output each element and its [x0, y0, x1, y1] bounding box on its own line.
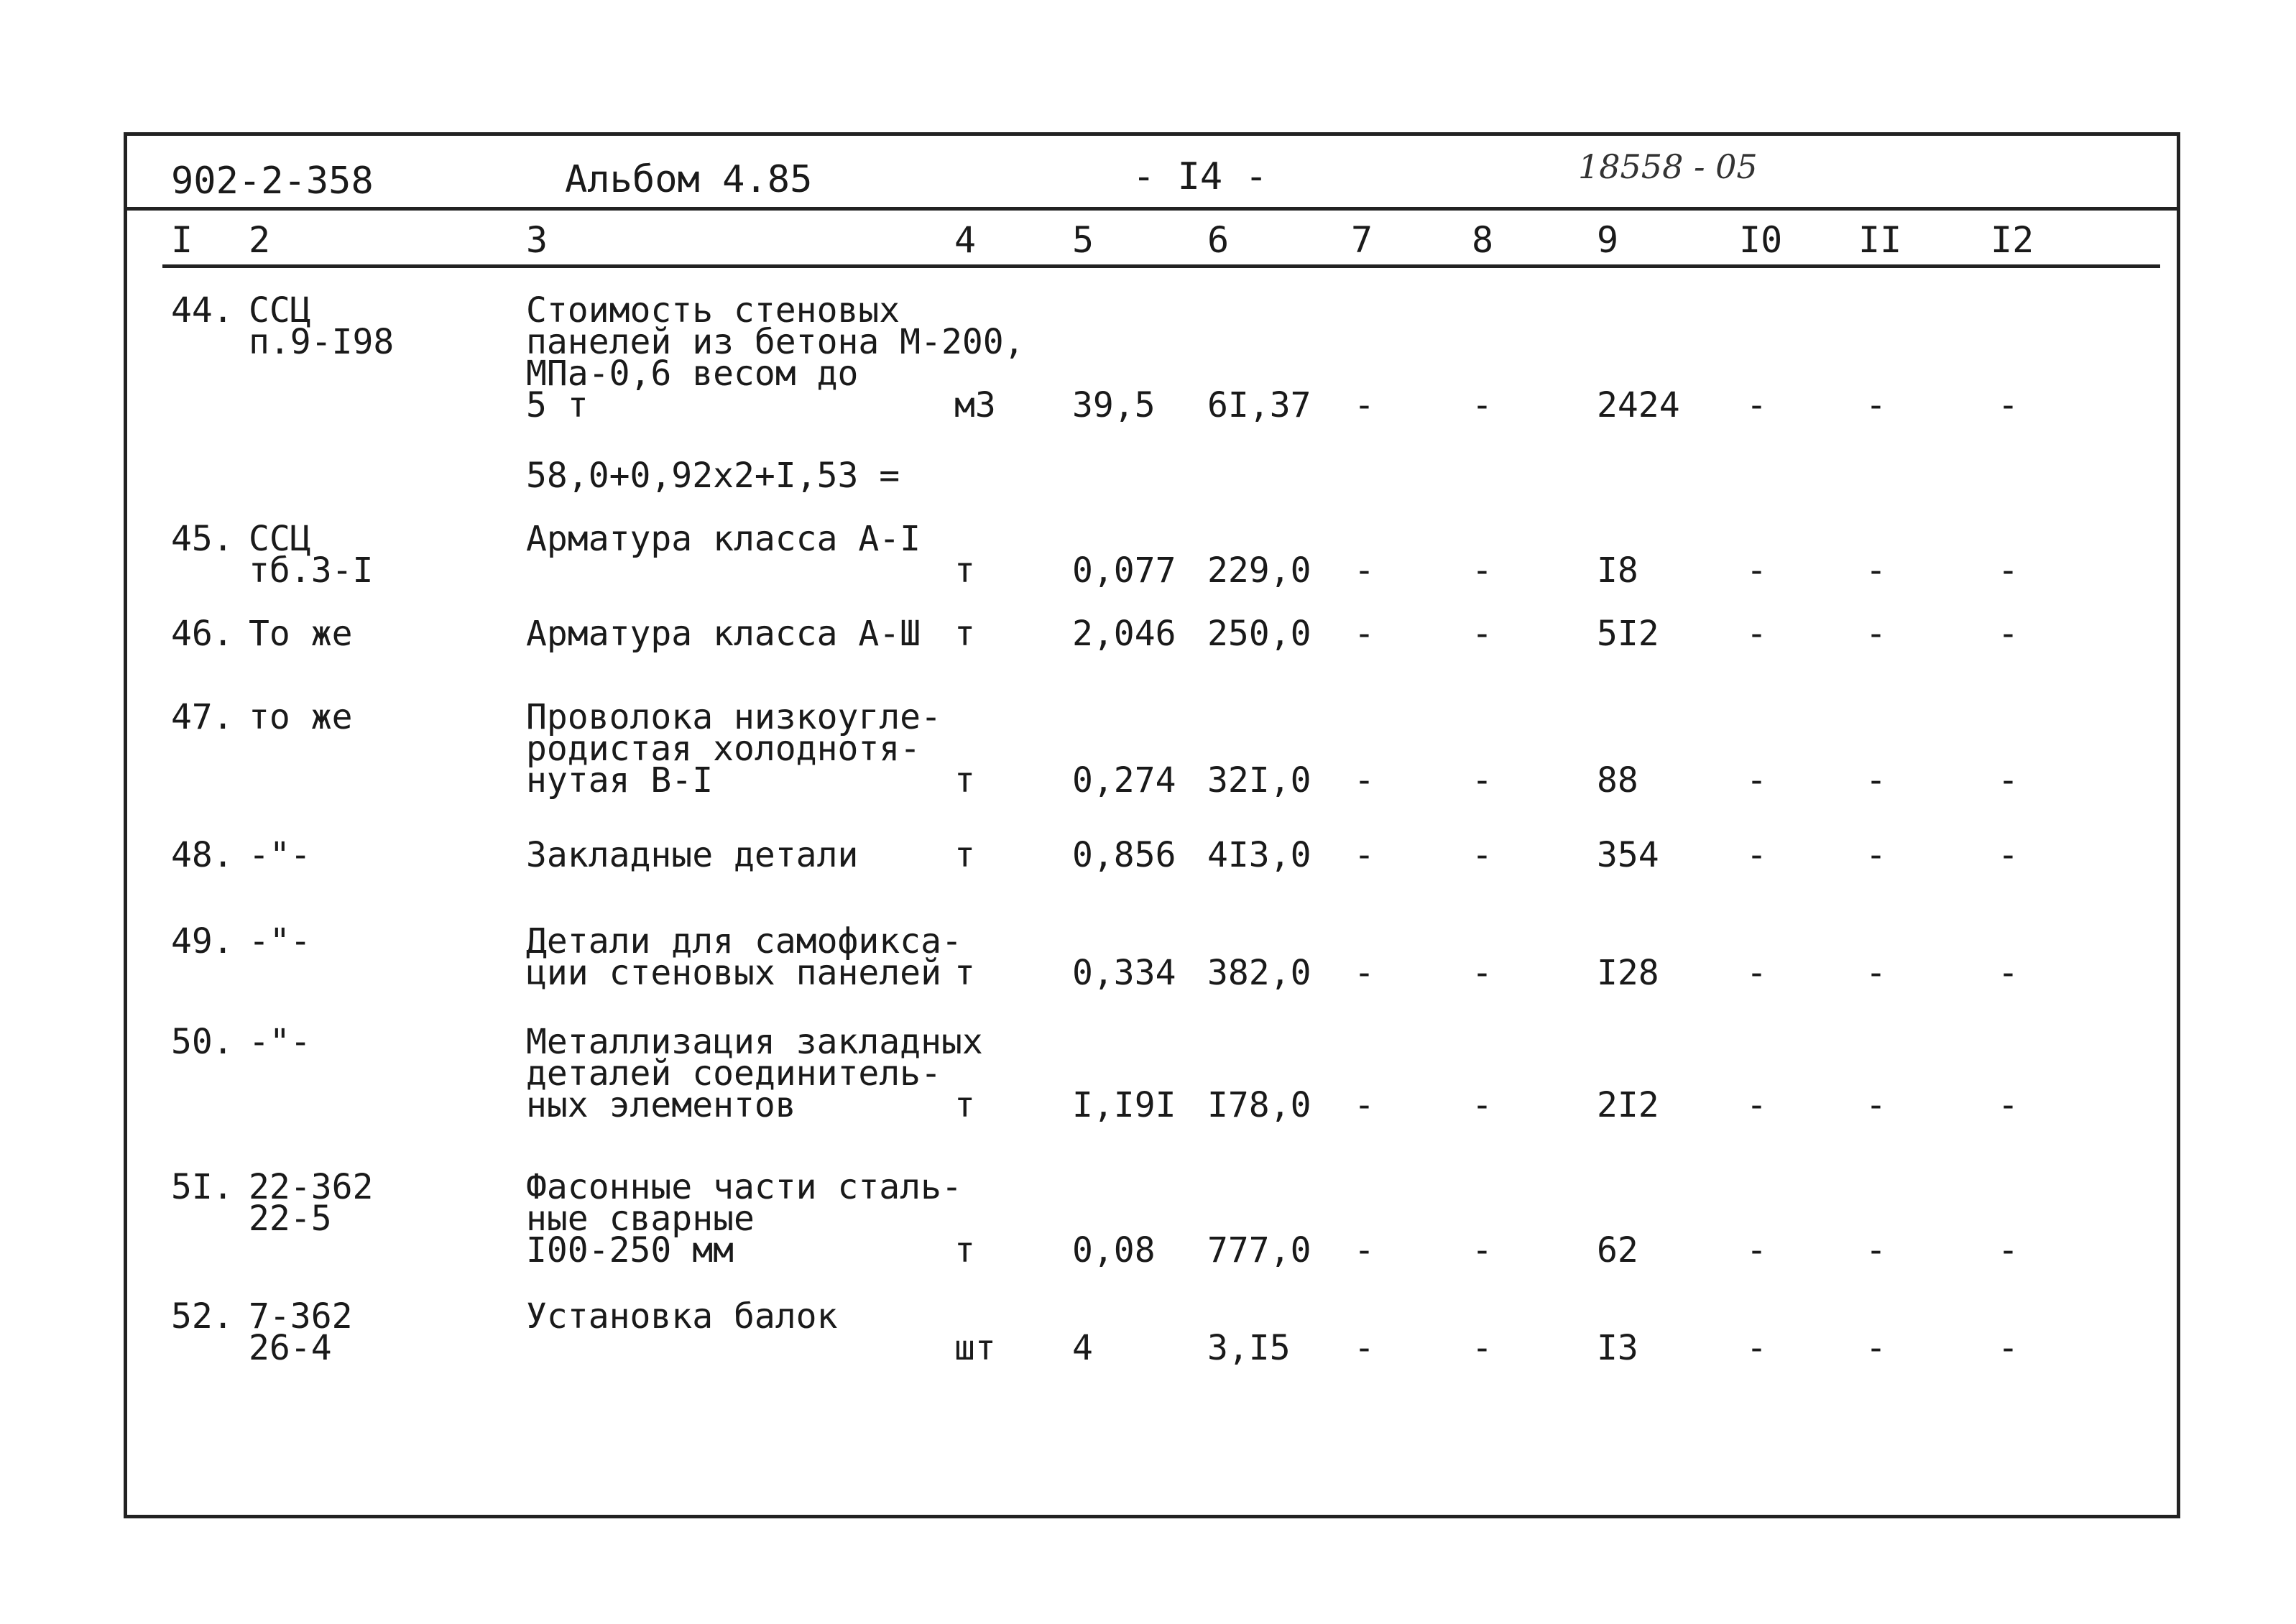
row-col10-dash: -	[1746, 953, 1767, 993]
row-col12-dash: -	[1998, 760, 2019, 801]
row-description: деталей соединитель-	[526, 1053, 941, 1094]
row-number: 45.	[171, 519, 234, 559]
row-reference: 22-362	[249, 1167, 374, 1207]
row-description: Арматура класса А-Ш	[526, 614, 921, 654]
row-number: 52.	[171, 1296, 234, 1337]
row-col7-dash: -	[1354, 385, 1375, 425]
row-reference: 22-5	[249, 1199, 332, 1239]
row-col10-dash: -	[1746, 614, 1767, 654]
row-description: Металлизация закладных	[526, 1022, 983, 1062]
row-quantity: 0,274	[1072, 760, 1176, 801]
row-col12-dash: -	[1998, 835, 2019, 875]
row-number: 46.	[171, 614, 234, 654]
row-col7-dash: -	[1354, 614, 1375, 654]
row-number: 44.	[171, 290, 234, 331]
row-number: 49.	[171, 921, 234, 961]
inventory-number: 18558 - 05	[1578, 147, 1758, 186]
row-unit: т	[954, 835, 975, 875]
row-reference: То же	[249, 614, 353, 654]
row-col11-dash: -	[1866, 1085, 1886, 1125]
row-col11-dash: -	[1866, 614, 1886, 654]
formula-line: 58,0+0,92x2+I,53 =	[526, 456, 900, 496]
row-col11-dash: -	[1866, 550, 1886, 591]
row-description: Проволока низкоугле-	[526, 697, 941, 737]
row-col8-dash: -	[1472, 760, 1493, 801]
row-col10-dash: -	[1746, 835, 1767, 875]
row-description: ции стеновых панелей	[526, 953, 941, 993]
row-col12-dash: -	[1998, 550, 2019, 591]
row-description: 5 т	[526, 385, 589, 425]
row-total-cost: I8	[1597, 550, 1638, 591]
row-total-cost: I3	[1597, 1328, 1638, 1368]
column-number: I0	[1739, 219, 1783, 261]
row-reference: 7-362	[249, 1296, 353, 1337]
row-total-cost: 354	[1597, 835, 1659, 875]
row-col8-dash: -	[1472, 614, 1493, 654]
row-col11-dash: -	[1866, 1230, 1886, 1270]
row-quantity: 39,5	[1072, 385, 1156, 425]
row-col10-dash: -	[1746, 760, 1767, 801]
row-reference: -"-	[249, 921, 311, 961]
row-unit-price: 250,0	[1207, 614, 1311, 654]
row-quantity: 0,334	[1072, 953, 1176, 993]
row-col10-dash: -	[1746, 550, 1767, 591]
row-col11-dash: -	[1866, 953, 1886, 993]
row-unit-price: 4I3,0	[1207, 835, 1311, 875]
row-col11-dash: -	[1866, 760, 1886, 801]
row-col8-dash: -	[1472, 1230, 1493, 1270]
row-col10-dash: -	[1746, 1328, 1767, 1368]
row-quantity: I,I9I	[1072, 1085, 1176, 1125]
row-unit-price: 6I,37	[1207, 385, 1311, 425]
row-col7-dash: -	[1354, 550, 1375, 591]
row-col7-dash: -	[1354, 953, 1375, 993]
row-unit-price: 777,0	[1207, 1230, 1311, 1270]
row-col11-dash: -	[1866, 385, 1886, 425]
doc-code: 902-2-358	[171, 160, 374, 203]
row-unit: т	[954, 760, 975, 801]
row-col12-dash: -	[1998, 614, 2019, 654]
row-reference: ССЦ	[249, 519, 311, 559]
row-number: 48.	[171, 835, 234, 875]
row-total-cost: 2I2	[1597, 1085, 1659, 1125]
row-col8-dash: -	[1472, 953, 1493, 993]
row-quantity: 2,046	[1072, 614, 1176, 654]
column-number: I	[171, 219, 193, 261]
row-unit: м3	[954, 385, 996, 425]
row-total-cost: 5I2	[1597, 614, 1659, 654]
row-reference: 26-4	[249, 1328, 332, 1368]
row-description: Установка балок	[526, 1296, 838, 1337]
row-total-cost: 88	[1597, 760, 1638, 801]
row-col8-dash: -	[1472, 1328, 1493, 1368]
album-label: Альбом 4.85	[565, 158, 813, 201]
row-description: панелей из бетона М-200,	[526, 322, 1025, 362]
column-number: 3	[526, 219, 548, 261]
row-description: ные сварные	[526, 1199, 755, 1239]
row-unit: шт	[954, 1328, 996, 1368]
row-total-cost: 62	[1597, 1230, 1638, 1270]
row-col11-dash: -	[1866, 835, 1886, 875]
row-col12-dash: -	[1998, 1328, 2019, 1368]
row-col7-dash: -	[1354, 1328, 1375, 1368]
row-reference: п.9-I98	[249, 322, 395, 362]
column-number: 7	[1351, 219, 1373, 261]
column-number: 9	[1597, 219, 1619, 261]
row-total-cost: 2424	[1597, 385, 1680, 425]
column-number: I2	[1991, 219, 2034, 261]
row-col7-dash: -	[1354, 1085, 1375, 1125]
column-number: 6	[1207, 219, 1230, 261]
column-header-rule	[162, 264, 2160, 268]
row-col12-dash: -	[1998, 385, 2019, 425]
row-col12-dash: -	[1998, 1085, 2019, 1125]
row-col10-dash: -	[1746, 1230, 1767, 1270]
row-unit: т	[954, 1085, 975, 1125]
row-col12-dash: -	[1998, 953, 2019, 993]
row-unit-price: I78,0	[1207, 1085, 1311, 1125]
row-unit: т	[954, 953, 975, 993]
row-reference: ССЦ	[249, 290, 311, 331]
row-col10-dash: -	[1746, 1085, 1767, 1125]
row-col7-dash: -	[1354, 1230, 1375, 1270]
row-col8-dash: -	[1472, 835, 1493, 875]
row-col8-dash: -	[1472, 550, 1493, 591]
row-col8-dash: -	[1472, 1085, 1493, 1125]
row-unit-price: 229,0	[1207, 550, 1311, 591]
row-reference: тб.3-I	[249, 550, 374, 591]
row-quantity: 0,08	[1072, 1230, 1156, 1270]
column-number: II	[1858, 219, 1902, 261]
row-quantity: 4	[1072, 1328, 1093, 1368]
row-col7-dash: -	[1354, 835, 1375, 875]
row-col8-dash: -	[1472, 385, 1493, 425]
row-description: нутая В-I	[526, 760, 714, 801]
row-reference: -"-	[249, 835, 311, 875]
row-reference: то же	[249, 697, 353, 737]
row-description: ных элементов	[526, 1085, 796, 1125]
row-description: I00-250 мм	[526, 1230, 734, 1270]
row-unit-price: 3,I5	[1207, 1328, 1291, 1368]
row-description: Стоимость стеновых	[526, 290, 900, 331]
header-rule	[124, 207, 2177, 211]
column-number: 5	[1072, 219, 1094, 261]
row-quantity: 0,077	[1072, 550, 1176, 591]
row-unit-price: 382,0	[1207, 953, 1311, 993]
row-col11-dash: -	[1866, 1328, 1886, 1368]
row-description: Закладные детали	[526, 835, 859, 875]
row-unit: т	[954, 550, 975, 591]
row-description: родистая холоднотя-	[526, 729, 921, 769]
row-unit: т	[954, 1230, 975, 1270]
row-unit: т	[954, 614, 975, 654]
row-description: Фасонные части сталь-	[526, 1167, 962, 1207]
row-number: 5I.	[171, 1167, 234, 1207]
row-description: Арматура класса А-I	[526, 519, 921, 559]
row-col12-dash: -	[1998, 1230, 2019, 1270]
row-description: Детали для самофикса-	[526, 921, 962, 961]
top-rule	[124, 132, 2177, 136]
column-number: 8	[1472, 219, 1494, 261]
row-quantity: 0,856	[1072, 835, 1176, 875]
row-number: 50.	[171, 1022, 234, 1062]
row-col7-dash: -	[1354, 760, 1375, 801]
page-number: - I4 -	[1133, 155, 1268, 198]
row-description: МПа-0,6 весом до	[526, 354, 859, 394]
row-total-cost: I28	[1597, 953, 1659, 993]
row-col10-dash: -	[1746, 385, 1767, 425]
column-number: 4	[954, 219, 977, 261]
row-reference: -"-	[249, 1022, 311, 1062]
row-unit-price: 32I,0	[1207, 760, 1311, 801]
column-number: 2	[249, 219, 271, 261]
page-frame	[124, 132, 2180, 1518]
row-number: 47.	[171, 697, 234, 737]
